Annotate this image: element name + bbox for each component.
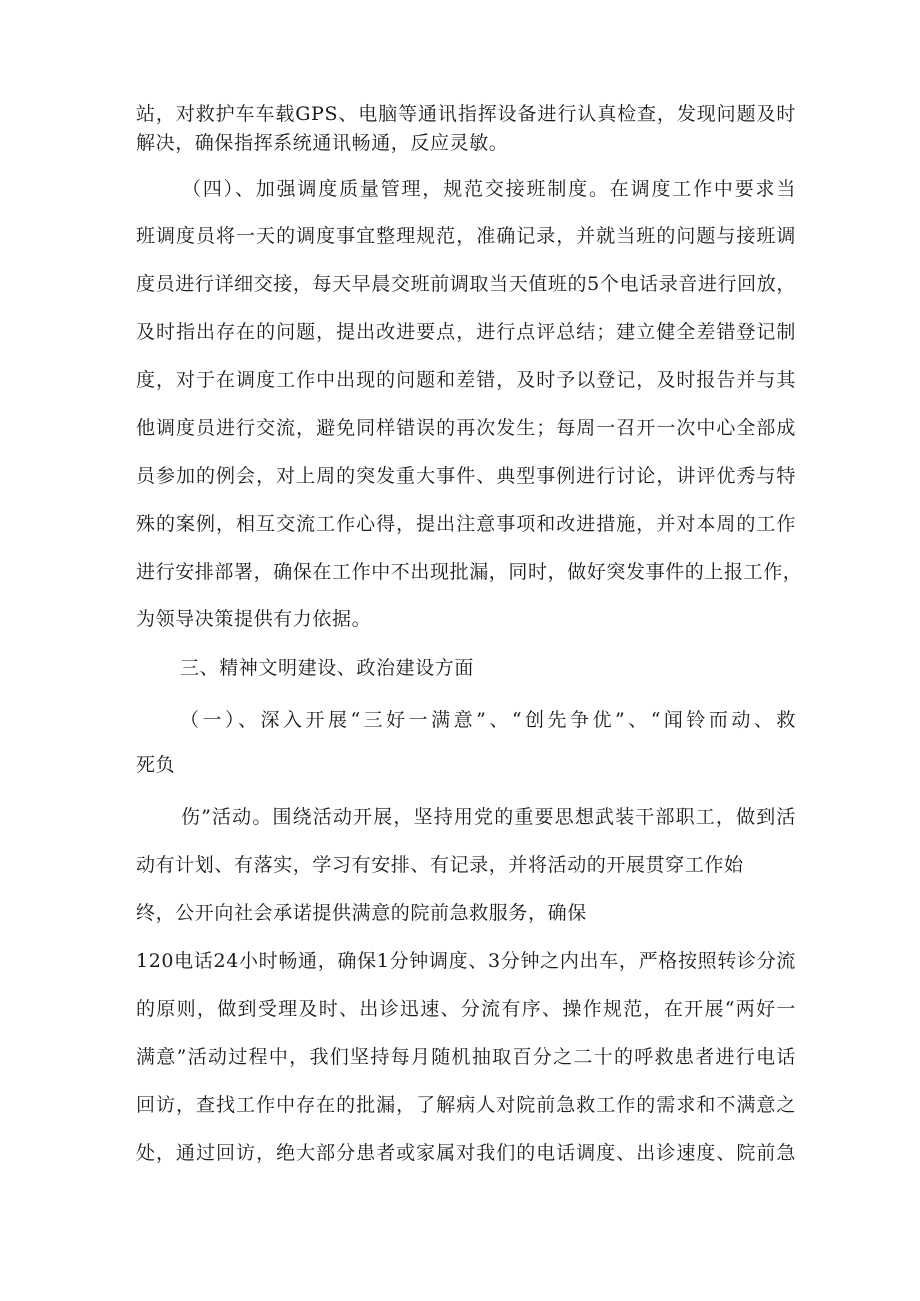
paragraph-line: 满意”活动过程中，我们坚持每月随机抽取百分之二十的呼救患者进行电话 xyxy=(136,1046,796,1068)
paragraph-line: 他调度员进行交流，避免同样错误的再次发生；每周一召开一次中心全部成 xyxy=(136,417,796,439)
paragraph-line: 120电话24小时畅通，确保1分钟调度、3分钟之内出车，严格按照转诊分流 xyxy=(136,950,796,972)
paragraph-line: 处，通过回访，绝大部分患者或家属对我们的电话调度、出诊速度、院前急 xyxy=(136,1142,796,1164)
paragraph-line: 为领导决策提供有力依据。 xyxy=(136,608,372,630)
paragraph-line: 员参加的例会，对上周的突发重大事件、典型事例进行讨论，讲评优秀与特 xyxy=(136,465,796,487)
paragraph-line: 殊的案例，相互交流工作心得，提出注意事项和改进措施，并对本周的工作 xyxy=(136,513,796,535)
paragraph-line: 死负 xyxy=(136,754,176,776)
paragraph-line: 度员进行详细交接，每天早晨交班前调取当天值班的5个电话录音进行回放， xyxy=(136,273,796,295)
paragraph-line: 终，公开向社会承诺提供满意的院前急救服务，确保 xyxy=(136,902,587,924)
paragraph-line: （一）、深入开展“三好一满意”、“创先争优”、“闻铃而动、救 xyxy=(180,709,796,731)
paragraph-line: 伤”活动。围绕活动开展，坚持用党的重要思想武装干部职工，做到活 xyxy=(181,806,796,828)
paragraph-line: 回访，查找工作中存在的批漏，了解病人对院前急救工作的需求和不满意之 xyxy=(136,1094,796,1116)
paragraph-line: 进行安排部署，确保在工作中不出现批漏，同时，做好突发事件的上报工作， xyxy=(136,561,803,583)
paragraph-line: 解决，确保指挥系统通讯畅通，反应灵敏。 xyxy=(136,132,509,154)
paragraph-line: 站，对救护车车载GPS、电脑等通讯指挥设备进行认真检查，发现问题及时 xyxy=(136,103,796,125)
section-heading: 三、精神文明建设、政治建设方面 xyxy=(180,657,475,679)
paragraph-line: （四）、加强调度质量管理，规范交接班制度。在调度工作中要求当 xyxy=(182,178,796,200)
paragraph-line: 度，对于在调度工作中出现的问题和差错，及时予以登记，及时报告并与其 xyxy=(136,369,796,391)
paragraph-line: 班调度员将一天的调度事宜整理规范，准确记录，并就当班的问题与接班调 xyxy=(136,225,796,247)
paragraph-line: 及时指出存在的问题，提出改进要点，进行点评总结；建立健全差错登记制 xyxy=(136,321,796,343)
paragraph-line: 动有计划、有落实，学习有安排、有记录，并将活动的开展贯穿工作始 xyxy=(136,854,744,876)
paragraph-line: 的原则，做到受理及时、出诊迅速、分流有序、操作规范，在开展“两好一 xyxy=(136,998,796,1020)
